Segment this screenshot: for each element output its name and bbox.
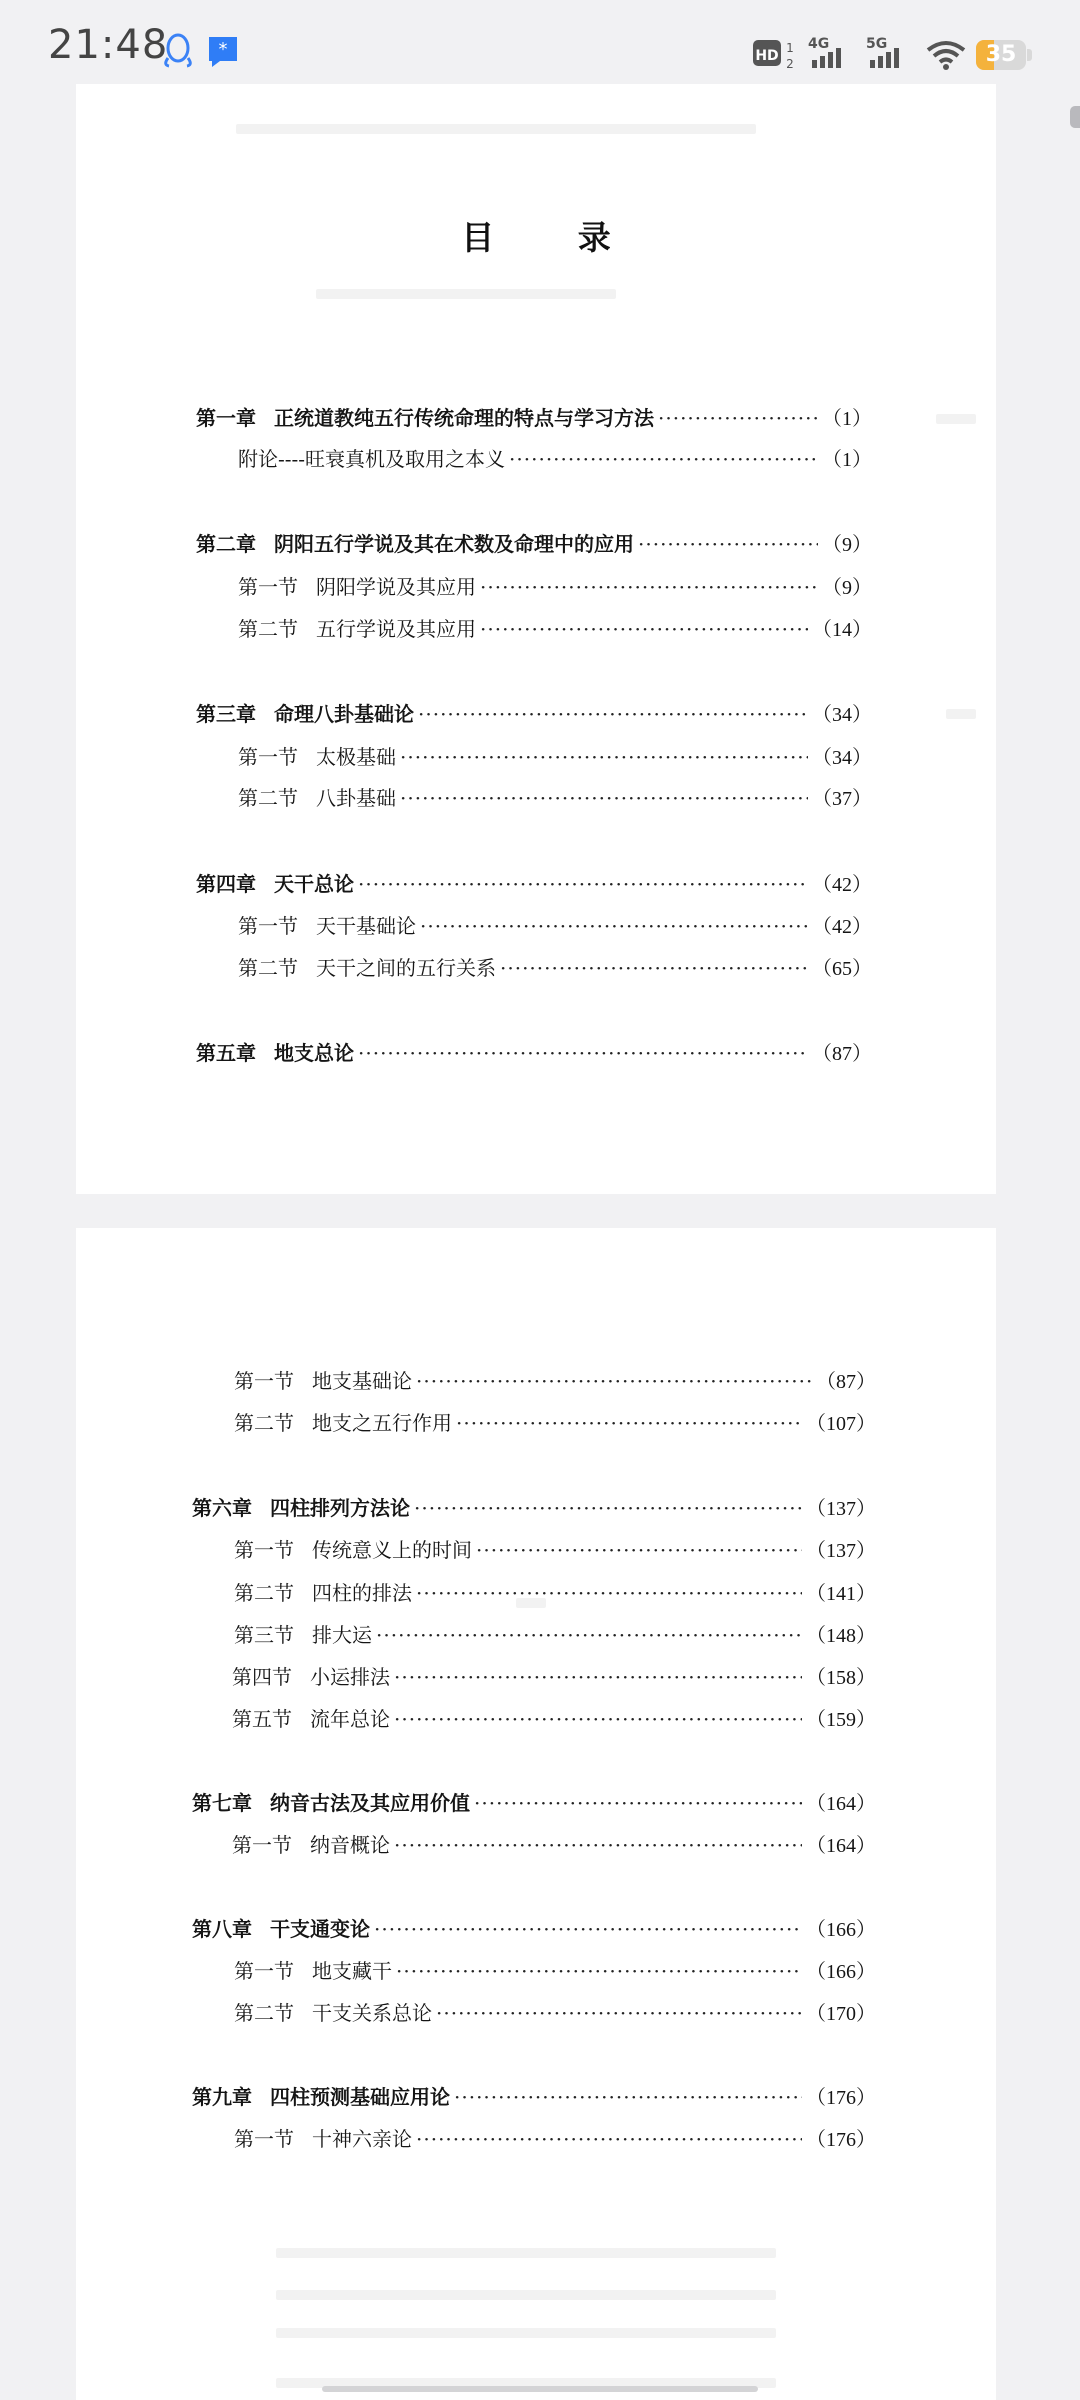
toc-page-number: （107） (806, 1413, 876, 1435)
toc-entry-title: 地支总论 (274, 1041, 354, 1065)
toc-leader-dots (480, 575, 818, 599)
toc-leader-dots (476, 1538, 802, 1562)
toc-leader-dots (500, 956, 808, 980)
toc-page-number: （34） (812, 747, 872, 769)
hd-icon (752, 38, 798, 74)
document-page-1 (76, 84, 996, 1194)
toc-chapter-entry[interactable] (196, 528, 872, 557)
toc-entry-number: 第二章 (196, 532, 256, 556)
toc-entry-title: 地支藏干 (312, 1959, 392, 1983)
toc-entry-number: 第五章 (196, 1041, 256, 1065)
toc-page-number: （170） (806, 2003, 876, 2025)
toc-entry-label (234, 1955, 392, 1984)
toc-page-number: （176） (806, 2087, 876, 2109)
battery-level: 35 (985, 42, 1017, 67)
toc-entry-title: 纳音古法及其应用价值 (270, 1791, 470, 1815)
toc-entry-title: 天干基础论 (316, 914, 416, 938)
toc-entry-number: 第八章 (192, 1917, 252, 1941)
svg-text:*: * (218, 39, 228, 60)
toc-section-entry[interactable] (238, 741, 872, 770)
toc-entry-number: 第五节 (232, 1707, 292, 1731)
toc-leader-dots (480, 617, 808, 641)
toc-entry-title: 四柱的排法 (312, 1581, 412, 1605)
toc-section-entry[interactable] (234, 1619, 876, 1648)
document-page-2 (76, 1228, 996, 2400)
toc-entry-number: 第一章 (196, 406, 256, 430)
toc-entry-label (232, 1829, 390, 1858)
toc-leader-dots (376, 1623, 802, 1647)
toc-page-number: （164） (806, 1793, 876, 1815)
message-icon (206, 34, 240, 70)
toc-leader-dots (456, 1411, 802, 1435)
toc-section-entry[interactable] (238, 782, 872, 811)
toc-chapter-entry[interactable] (196, 698, 872, 727)
toc-entry-number: 第一节 (234, 1538, 294, 1562)
toc-entry-title: 太极基础 (316, 745, 396, 769)
toc-entry-label (196, 1037, 354, 1066)
toc-entry-number: 第一节 (238, 745, 298, 769)
toc-entry-title: 五行学说及其应用 (316, 617, 476, 641)
toc-section-entry[interactable] (238, 571, 872, 600)
toc-entry-title: 四柱预测基础应用论 (270, 2085, 450, 2109)
toc-entry-title: 十神六亲论 (312, 2127, 412, 2151)
toc-section-entry[interactable] (234, 1955, 876, 1984)
toc-entry-title: 正统道教纯五行传统命理的特点与学习方法 (274, 406, 654, 430)
toc-page-number: （87） (812, 1043, 872, 1065)
toc-page-number: （34） (812, 704, 872, 726)
toc-entry-number: 第一节 (234, 1959, 294, 1983)
toc-leader-dots (418, 702, 808, 726)
battery-icon (976, 40, 1032, 70)
toc-leader-dots (416, 2127, 802, 2151)
toc-entry-label (232, 1703, 390, 1732)
toc-leader-dots (414, 1496, 802, 1520)
toc-entry-number: 第六章 (192, 1496, 252, 1520)
toc-page-number: （1） (822, 449, 872, 471)
toc-entry-label (238, 443, 505, 472)
toc-entry-label (234, 1407, 452, 1436)
toc-page-number: （137） (806, 1540, 876, 1562)
toc-section-entry[interactable] (238, 952, 872, 981)
toc-leader-dots (374, 1917, 802, 1941)
toc-entry-label (238, 571, 476, 600)
toc-page-number: （166） (806, 1919, 876, 1941)
toc-entry-number: 第二节 (238, 956, 298, 980)
toc-entry-label (234, 1577, 412, 1606)
toc-page-number: （158） (806, 1667, 876, 1689)
toc-entry-label (192, 1787, 470, 1816)
toc-entry-label (238, 952, 496, 981)
status-bar (0, 0, 1080, 84)
toc-entry-number: 第三章 (196, 702, 256, 726)
toc-page-number: （14） (812, 619, 872, 641)
toc-entry-number: 第二节 (238, 617, 298, 641)
toc-entry-number: 第一节 (232, 1833, 292, 1857)
toc-entry-title: 命理八卦基础论 (274, 702, 414, 726)
toc-page-number: （137） (806, 1498, 876, 1520)
toc-section-entry[interactable] (238, 910, 872, 939)
status-time: 21:48 (48, 22, 169, 68)
toc-entry-number: 第一节 (234, 2127, 294, 2151)
toc-page-number: （9） (822, 577, 872, 599)
toc-entry-title: 天干之间的五行关系 (316, 956, 496, 980)
toc-section-entry[interactable] (232, 1829, 876, 1858)
toc-section-entry[interactable] (234, 1997, 876, 2026)
toc-leader-dots (358, 872, 808, 896)
toc-leader-dots (474, 1791, 802, 1815)
toc-entry-title: 阴阳五行学说及其在术数及命理中的应用 (274, 532, 634, 556)
home-indicator[interactable] (322, 2386, 758, 2392)
toc-page-number: （141） (806, 1583, 876, 1605)
toc-page-number: （9） (822, 534, 872, 556)
toc-entry-title: 八卦基础 (316, 786, 396, 810)
toc-chapter-entry[interactable] (192, 1913, 876, 1942)
toc-leader-dots (420, 914, 808, 938)
toc-entry-number: 第九章 (192, 2085, 252, 2109)
toc-section-entry[interactable] (234, 1534, 876, 1563)
toc-section-entry[interactable] (232, 1661, 876, 1690)
toc-section-entry[interactable] (238, 613, 872, 642)
signal-5g-icon (864, 34, 934, 74)
toc-page-number: （1） (822, 408, 872, 430)
toc-entry-label (196, 528, 634, 557)
toc-entry-title: 干支通变论 (270, 1917, 370, 1941)
toc-entry-title: 小运排法 (310, 1665, 390, 1689)
toc-leader-dots (416, 1369, 812, 1393)
toc-chapter-entry[interactable] (192, 2081, 876, 2110)
toc-entry-title: 四柱排列方法论 (270, 1496, 410, 1520)
toc-leader-dots (400, 786, 808, 810)
toc-entry-title: 阴阳学说及其应用 (316, 575, 476, 599)
toc-entry-number: 第七章 (192, 1791, 252, 1815)
toc-entry-label (238, 782, 396, 811)
toc-chapter-entry[interactable] (196, 402, 872, 431)
toc-entry-label (234, 1619, 372, 1648)
toc-entry-label (232, 1661, 390, 1690)
toc-entry-label (234, 2123, 412, 2152)
toc-leader-dots (400, 745, 808, 769)
toc-page-number: （65） (812, 958, 872, 980)
toc-entry-number: 第一节 (238, 914, 298, 938)
toc-entry-label (196, 698, 414, 727)
toc-title: 目 录 (461, 218, 647, 257)
toc-entry-label (192, 2081, 450, 2110)
toc-section-entry[interactable] (234, 1365, 876, 1394)
scroll-indicator[interactable] (1070, 106, 1080, 128)
toc-page-number: （166） (806, 1961, 876, 1983)
toc-entry-title: 干支关系总论 (312, 2001, 432, 2025)
toc-entry-label (238, 910, 416, 939)
toc-entry-title: 传统意义上的时间 (312, 1538, 472, 1562)
toc-entry-number: 第一节 (234, 1369, 294, 1393)
toc-entry-number: 第二节 (238, 786, 298, 810)
toc-page-number: （176） (806, 2129, 876, 2151)
toc-page-number: （42） (812, 874, 872, 896)
toc-entry-label (196, 868, 354, 897)
toc-leader-dots (396, 1959, 802, 1983)
toc-page-number: （87） (816, 1371, 876, 1393)
toc-page-number: （37） (812, 788, 872, 810)
toc-section-entry[interactable] (238, 443, 872, 472)
toc-entry-number: 第二节 (234, 1581, 294, 1605)
toc-entry-label (238, 613, 476, 642)
toc-page-number: （164） (806, 1835, 876, 1857)
toc-entry-label (238, 741, 396, 770)
toc-leader-dots (358, 1041, 808, 1065)
toc-leader-dots (509, 447, 818, 471)
toc-entry-label (234, 1997, 432, 2026)
toc-leader-dots (394, 1665, 802, 1689)
svg-text:2: 2 (786, 57, 794, 71)
toc-page-number: （148） (806, 1625, 876, 1647)
toc-entry-number: 第二节 (234, 1411, 294, 1435)
toc-leader-dots (638, 532, 818, 556)
toc-section-entry[interactable] (234, 1407, 876, 1436)
toc-entry-label (192, 1492, 410, 1521)
toc-entry-label (234, 1534, 472, 1563)
svg-text:4G: 4G (808, 36, 830, 52)
toc-chapter-entry[interactable] (192, 1492, 876, 1521)
wifi-icon (926, 40, 966, 70)
toc-section-entry[interactable] (234, 2123, 876, 2152)
toc-chapter-entry[interactable] (196, 1037, 872, 1066)
toc-chapter-entry[interactable] (192, 1787, 876, 1816)
toc-section-entry[interactable] (232, 1703, 876, 1732)
toc-section-entry[interactable] (234, 1577, 876, 1606)
toc-entry-title: 排大运 (312, 1623, 372, 1647)
toc-entry-title: 地支之五行作用 (312, 1411, 452, 1435)
toc-chapter-entry[interactable] (196, 868, 872, 897)
toc-entry-number: 第四章 (196, 872, 256, 896)
toc-entry-title: 纳音概论 (310, 1833, 390, 1857)
toc-page-number: （42） (812, 916, 872, 938)
svg-text:1: 1 (786, 41, 794, 55)
toc-entry-number: 第三节 (234, 1623, 294, 1647)
toc-entry-title: 流年总论 (310, 1707, 390, 1731)
toc-entry-label (196, 402, 654, 431)
toc-page-number: （159） (806, 1709, 876, 1731)
toc-leader-dots (454, 2085, 802, 2109)
svg-text:HD: HD (755, 48, 779, 64)
qq-icon (160, 32, 196, 72)
toc-leader-dots (436, 2001, 802, 2025)
toc-entry-number: 第四节 (232, 1665, 292, 1689)
toc-entry-label (192, 1913, 370, 1942)
toc-leader-dots (394, 1833, 802, 1857)
toc-entry-label (234, 1365, 412, 1394)
svg-text:5G: 5G (866, 36, 888, 52)
toc-leader-dots (394, 1707, 802, 1731)
toc-entry-title: 附论----旺衰真机及取用之本义 (238, 447, 506, 471)
toc-entry-title: 地支基础论 (312, 1369, 412, 1393)
toc-leader-dots (416, 1581, 802, 1605)
toc-entry-number: 第二节 (234, 2001, 294, 2025)
toc-leader-dots (658, 406, 818, 430)
toc-entry-number: 第一节 (238, 575, 298, 599)
toc-entry-title: 天干总论 (274, 872, 354, 896)
